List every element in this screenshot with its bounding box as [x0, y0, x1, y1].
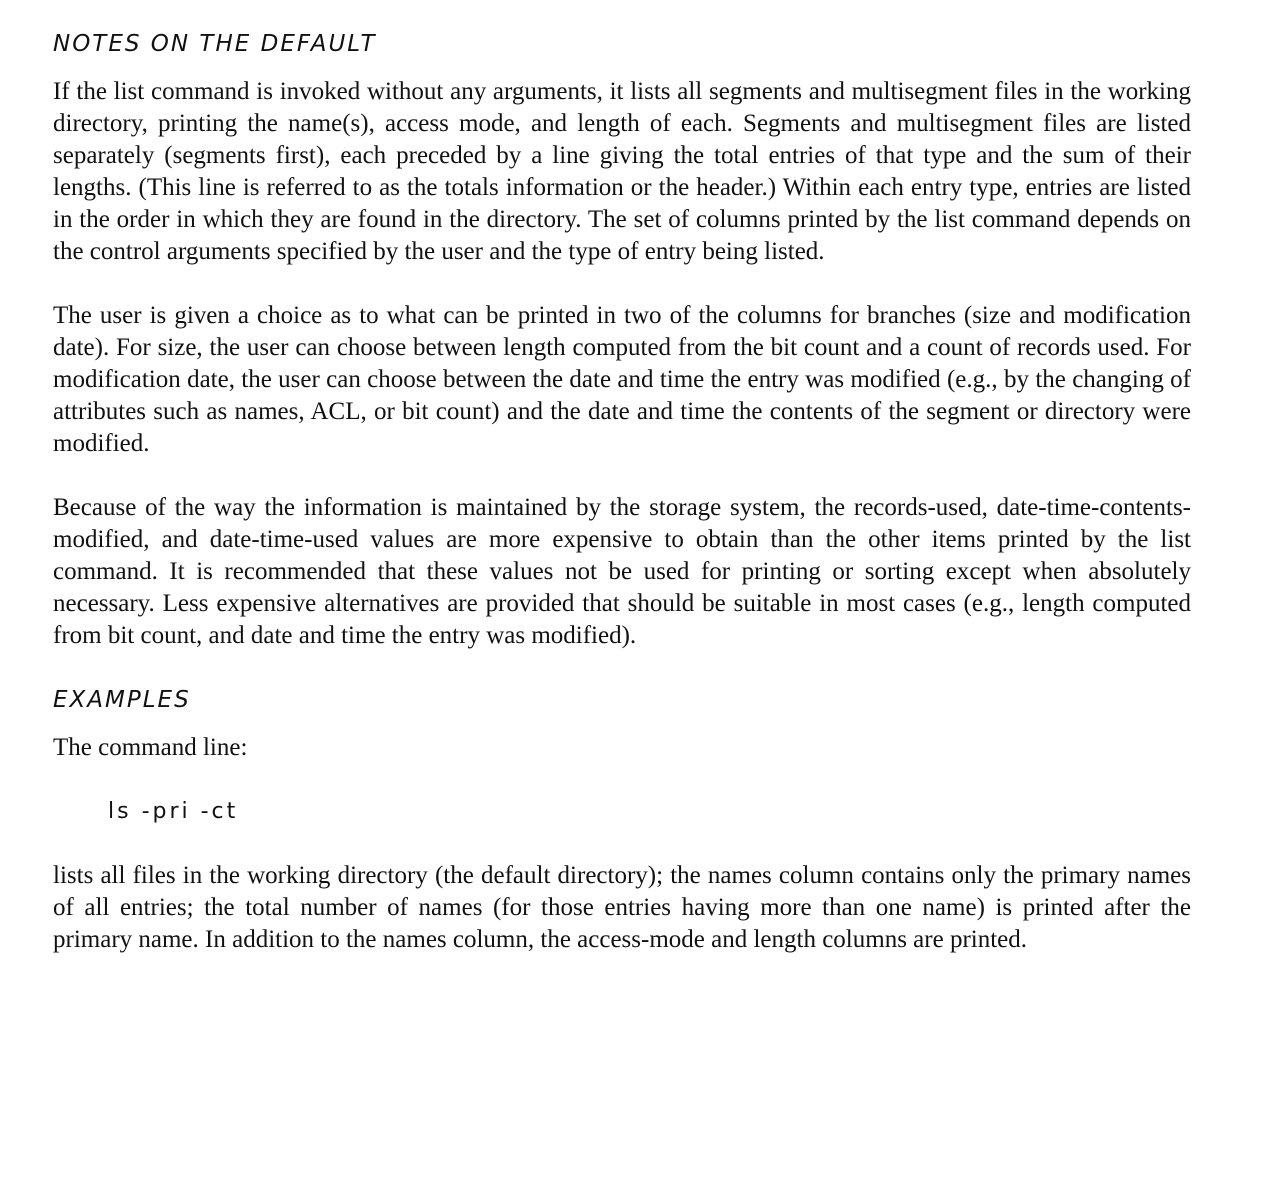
examples-explanation: lists all files in the working directory (the default directory); the names column contains only the primary names of all entries; the total number of names (for those entries having more than one name) is printed after the primary name. In addition to the names column, the access-mode and length columns are printed. [53, 862, 1191, 953]
examples-heading: EXAMPLES [53, 687, 191, 713]
notes-paragraph-2: The user is given a choice as to what can be printed in two of the columns for branches (size and modification date). For size, the user can choose between length computed from the bit count and a count of records used. For modification date, the user can choose between the date and time the entry was modified (e.g., by the changing of attributes such as names, ACL, or bit count) and the date and time the contents of the segment or directory were modified. [53, 302, 1191, 457]
document-page [53, 28, 1191, 956]
example-command: ls -pri -ct [108, 799, 239, 824]
notes-heading: NOTES ON THE DEFAULT [53, 31, 377, 57]
examples-intro: The command line: [53, 734, 248, 761]
notes-section [53, 28, 1191, 652]
notes-paragraph-1: If the list command is invoked without any arguments, it lists all segments and multisegment files in the working directory, printing the name(s), access mode, and length of each. Segments and multisegment files are listed separately (segments first), each preceded by a line giving the total entries of that type and the sum of their lengths. (This line is referred to as the totals information or the header.) Within each entry type, entries are listed in the order in which they are found in the directory. The set of columns printed by the list command depends on the control arguments specified by the user and the type of entry being listed. [53, 78, 1191, 265]
examples-section [53, 684, 1191, 956]
notes-paragraph-3: Because of the way the information is maintained by the storage system, the records-used, date-time-contents-modified, and date-time-used values are more expensive to obtain than the other items printed by the list command. It is recommended that these values not be used for printing or sorting except when absolutely necessary. Less expensive alternatives are provided that should be suitable in most cases (e.g., length computed from bit count, and date and time the entry was modified). [53, 494, 1191, 649]
